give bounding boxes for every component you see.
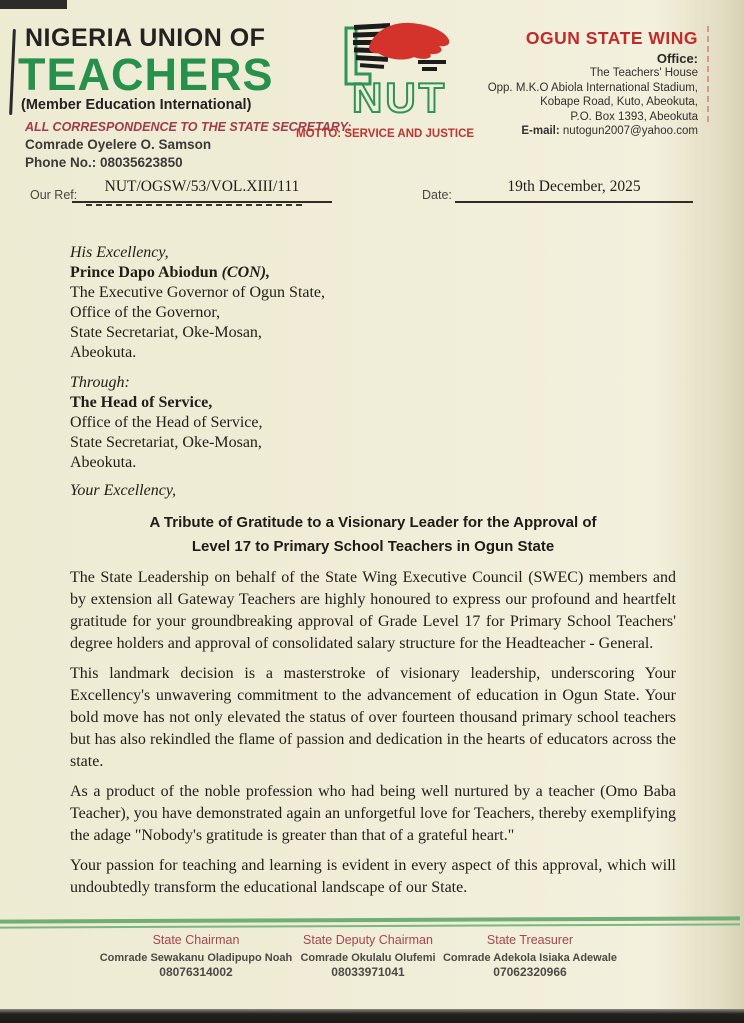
official-phone: 08033971041 bbox=[331, 965, 405, 979]
body-paragraph-2: This landmark decision is a masterstroke of visionary leadership, underscoring Your Excellency's unwavering commitment to the advancement of education in Ogun State. Your bold move has not only elevated the status of over fourteen thousand primary school teachers but has also rekindled the flame of passion and dedication in the hearts of educators across the state. bbox=[70, 665, 676, 770]
nut-logo bbox=[296, 10, 475, 140]
body-paragraph-3: As a product of the noble profession who had being well nurtured by a teacher (Omo Baba Teacher), you have demonstrated again an unforgetful love for Teachers, thereby exemplifying the adage "Nobody's gratitude is greater than that of a grateful heart." bbox=[70, 783, 676, 844]
email-line bbox=[488, 124, 698, 139]
motto-text: MOTTO: SERVICE AND JUSTICE bbox=[296, 128, 475, 140]
recipient-address-line: The Executive Governor of Ogun State, bbox=[70, 284, 326, 301]
ref-value: NUT/OGSW/53/VOL.XIII/111 bbox=[104, 178, 300, 195]
org-identity-block bbox=[18, 24, 352, 170]
official-title: State Chairman bbox=[152, 933, 240, 947]
state-secretary-phone: Phone No.: 08035623850 bbox=[25, 155, 183, 170]
greeting: Your Excellency, bbox=[70, 482, 177, 499]
date-value: 19th December, 2025 bbox=[507, 178, 641, 195]
official-name: Comrade Sewakanu Oladipupo Noah bbox=[99, 952, 293, 964]
office-address-line: Opp. M.K.O Abiola International Stadium, bbox=[487, 81, 698, 94]
ref-field bbox=[72, 178, 332, 203]
office-address-line: The Teachers' House bbox=[589, 67, 698, 79]
scan-artifact-red-dashes bbox=[707, 26, 709, 122]
through-address-line: Office of the Head of Service, bbox=[70, 414, 263, 431]
reference-row bbox=[0, 178, 744, 218]
through-name: The Head of Service, bbox=[70, 394, 213, 411]
recipient-salutation: His Excellency, bbox=[70, 244, 169, 261]
office-address-line: Kobape Road, Kuto, Abeokuta, bbox=[540, 96, 698, 108]
through-block bbox=[70, 373, 676, 473]
official-name: Comrade Adekola Isiaka Adewale bbox=[442, 952, 618, 964]
recipient-name: Prince Dapo Abiodun bbox=[70, 264, 218, 281]
nut-logo-graphic bbox=[318, 10, 468, 122]
footer-official-treasurer bbox=[432, 933, 628, 980]
subject-line1: A Tribute of Gratitude to a Visionary Leader for the Approval of bbox=[149, 514, 597, 531]
recipient-address-line: State Secretariat, Oke-Mosan, bbox=[70, 324, 262, 341]
recipient-address-line: Office of the Governor, bbox=[70, 304, 221, 321]
date-field bbox=[455, 178, 693, 203]
official-title: State Treasurer bbox=[486, 933, 574, 947]
official-title: State Deputy Chairman bbox=[303, 933, 433, 947]
recipient-honor: (CON), bbox=[221, 264, 271, 281]
email-label: E-mail: bbox=[521, 125, 560, 137]
office-label: Office: bbox=[656, 51, 698, 66]
body-paragraph-4: Your passion for teaching and learning is evident in every aspect of this approval, which will undoubtedly transform the educational landscape of our State. bbox=[70, 857, 676, 896]
correspondence-note: ALL CORRESPONDENCE TO THE STATE SECRETARY: bbox=[25, 120, 352, 134]
official-phone: 07062320966 bbox=[493, 965, 567, 979]
office-address-line: P.O. Box 1393, Abeokuta bbox=[570, 110, 698, 123]
date-label: Date: bbox=[422, 188, 452, 202]
scan-artifact-bottom-band bbox=[0, 1009, 744, 1023]
through-address-line: State Secretariat, Oke-Mosan, bbox=[70, 434, 262, 451]
official-name: Comrade Okulalu Olufemi bbox=[300, 952, 436, 964]
ref-underline-artifact bbox=[86, 204, 302, 206]
recipient-block bbox=[70, 243, 676, 363]
state-wing-title: OGUN STATE WING bbox=[525, 28, 698, 48]
footer-divider bbox=[0, 916, 740, 928]
org-name-line2: TEACHERS bbox=[18, 49, 274, 100]
org-name-line1: NIGERIA UNION OF bbox=[25, 24, 266, 52]
scan-artifact-top-strip bbox=[0, 0, 67, 9]
org-membership-note: (Member Education International) bbox=[21, 97, 252, 113]
body-paragraph-1: The State Leadership on behalf of the State Wing Executive Council (SWEC) members and by extension all Gateway Teachers are highly honoured to express our profound and heartfelt gratitude for your groundbreaking approval of Grade Level 17 for Primary School Teachers' degree holders and approval of consolidated salary structure for the Headteacher - General. bbox=[70, 569, 676, 652]
email-value: nutogun2007@yahoo.com bbox=[562, 125, 698, 137]
recipient-address-line: Abeokuta. bbox=[70, 344, 137, 361]
ref-label: Our Ref: bbox=[30, 188, 78, 202]
through-label: Through: bbox=[70, 374, 130, 391]
state-wing-block bbox=[488, 28, 698, 139]
subject-line2: Level 17 to Primary School Teachers in Ogun State bbox=[191, 538, 555, 555]
subject-title bbox=[70, 511, 676, 559]
nut-acronym: NUT bbox=[352, 74, 448, 121]
recipient-name-line bbox=[70, 263, 676, 283]
state-secretary-name: Comrade Oyelere O. Samson bbox=[25, 137, 212, 152]
official-phone: 08076314002 bbox=[159, 965, 233, 979]
through-address-line: Abeokuta. bbox=[70, 454, 137, 471]
letter-content bbox=[70, 243, 676, 907]
scan-artifact-pen-mark bbox=[9, 29, 16, 115]
logo-dashes bbox=[418, 60, 446, 71]
